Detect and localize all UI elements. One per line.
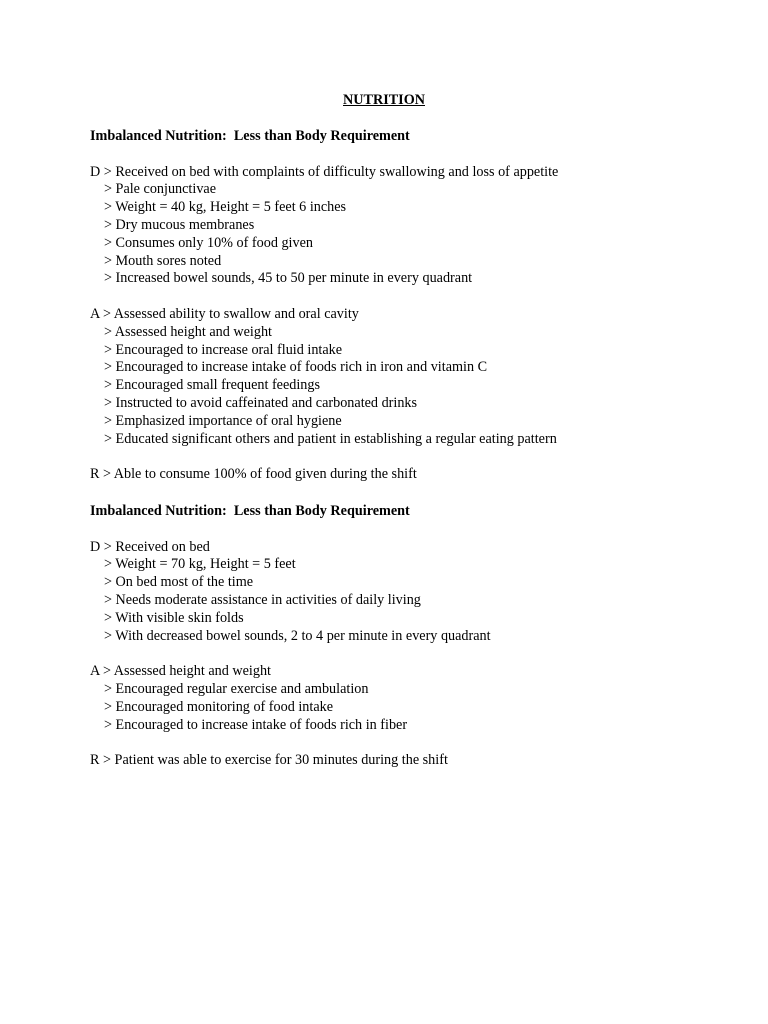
nutrition-section-1 <box>90 128 710 484</box>
response-line: R > Able to consume 100% of food given during the shift <box>90 466 417 483</box>
action-item: > Encouraged to increase oral fluid intake <box>104 341 343 358</box>
action-item: > Instructed to avoid caffeinated and carbonated drinks <box>104 394 418 411</box>
action-item: > Encouraged monitoring of food intake <box>104 698 334 715</box>
action-item: > Encouraged regular exercise and ambulation <box>104 680 369 697</box>
section-heading: Imbalanced Nutrition: Less than Body Requirement <box>90 128 410 144</box>
action-item: > Assessed height and weight <box>104 323 272 340</box>
data-first-line: D > Received on bed <box>90 538 210 555</box>
data-item: > Consumes only 10% of food given <box>104 234 313 251</box>
action-item: > Encouraged to increase intake of foods rich in fiber <box>104 716 408 733</box>
data-item: > Pale conjunctivae <box>104 181 217 198</box>
data-block <box>90 164 710 289</box>
action-item: > Encouraged to increase intake of foods rich in iron and vitamin C <box>104 359 488 376</box>
action-item: > Educated significant others and patient in establishing a regular eating pattern <box>104 430 557 447</box>
action-first-line: A > Assessed height and weight <box>90 663 271 680</box>
section-heading: Imbalanced Nutrition: Less than Body Requirement <box>90 503 410 519</box>
response-line: R > Patient was able to exercise for 30 minutes during the shift <box>90 752 448 769</box>
action-block <box>90 663 710 734</box>
data-item: > Weight = 40 kg, Height = 5 feet 6 inches <box>104 199 347 216</box>
data-item: > Needs moderate assistance in activities of daily living <box>104 591 421 608</box>
data-item: > With decreased bowel sounds, 2 to 4 per minute in every quadrant <box>104 627 491 644</box>
data-item: > On bed most of the time <box>104 574 254 591</box>
data-item: > Increased bowel sounds, 45 to 50 per minute in every quadrant <box>104 270 473 287</box>
data-first-line: D > Received on bed with complaints of difficulty swallowing and loss of appetite <box>90 163 559 180</box>
action-item: > Emphasized importance of oral hygiene <box>104 412 342 429</box>
action-first-line: A > Assessed ability to swallow and oral cavity <box>90 305 359 322</box>
action-block <box>90 306 710 448</box>
data-item: > Mouth sores noted <box>104 252 222 269</box>
data-item: > Dry mucous membranes <box>104 216 255 233</box>
data-block <box>90 539 710 646</box>
action-item: > Encouraged small frequent feedings <box>104 377 321 394</box>
nutrition-section-2 <box>90 503 710 770</box>
document-title: NUTRITION <box>343 92 425 108</box>
data-item: > With visible skin folds <box>104 609 244 626</box>
data-item: > Weight = 70 kg, Height = 5 feet <box>104 556 296 573</box>
